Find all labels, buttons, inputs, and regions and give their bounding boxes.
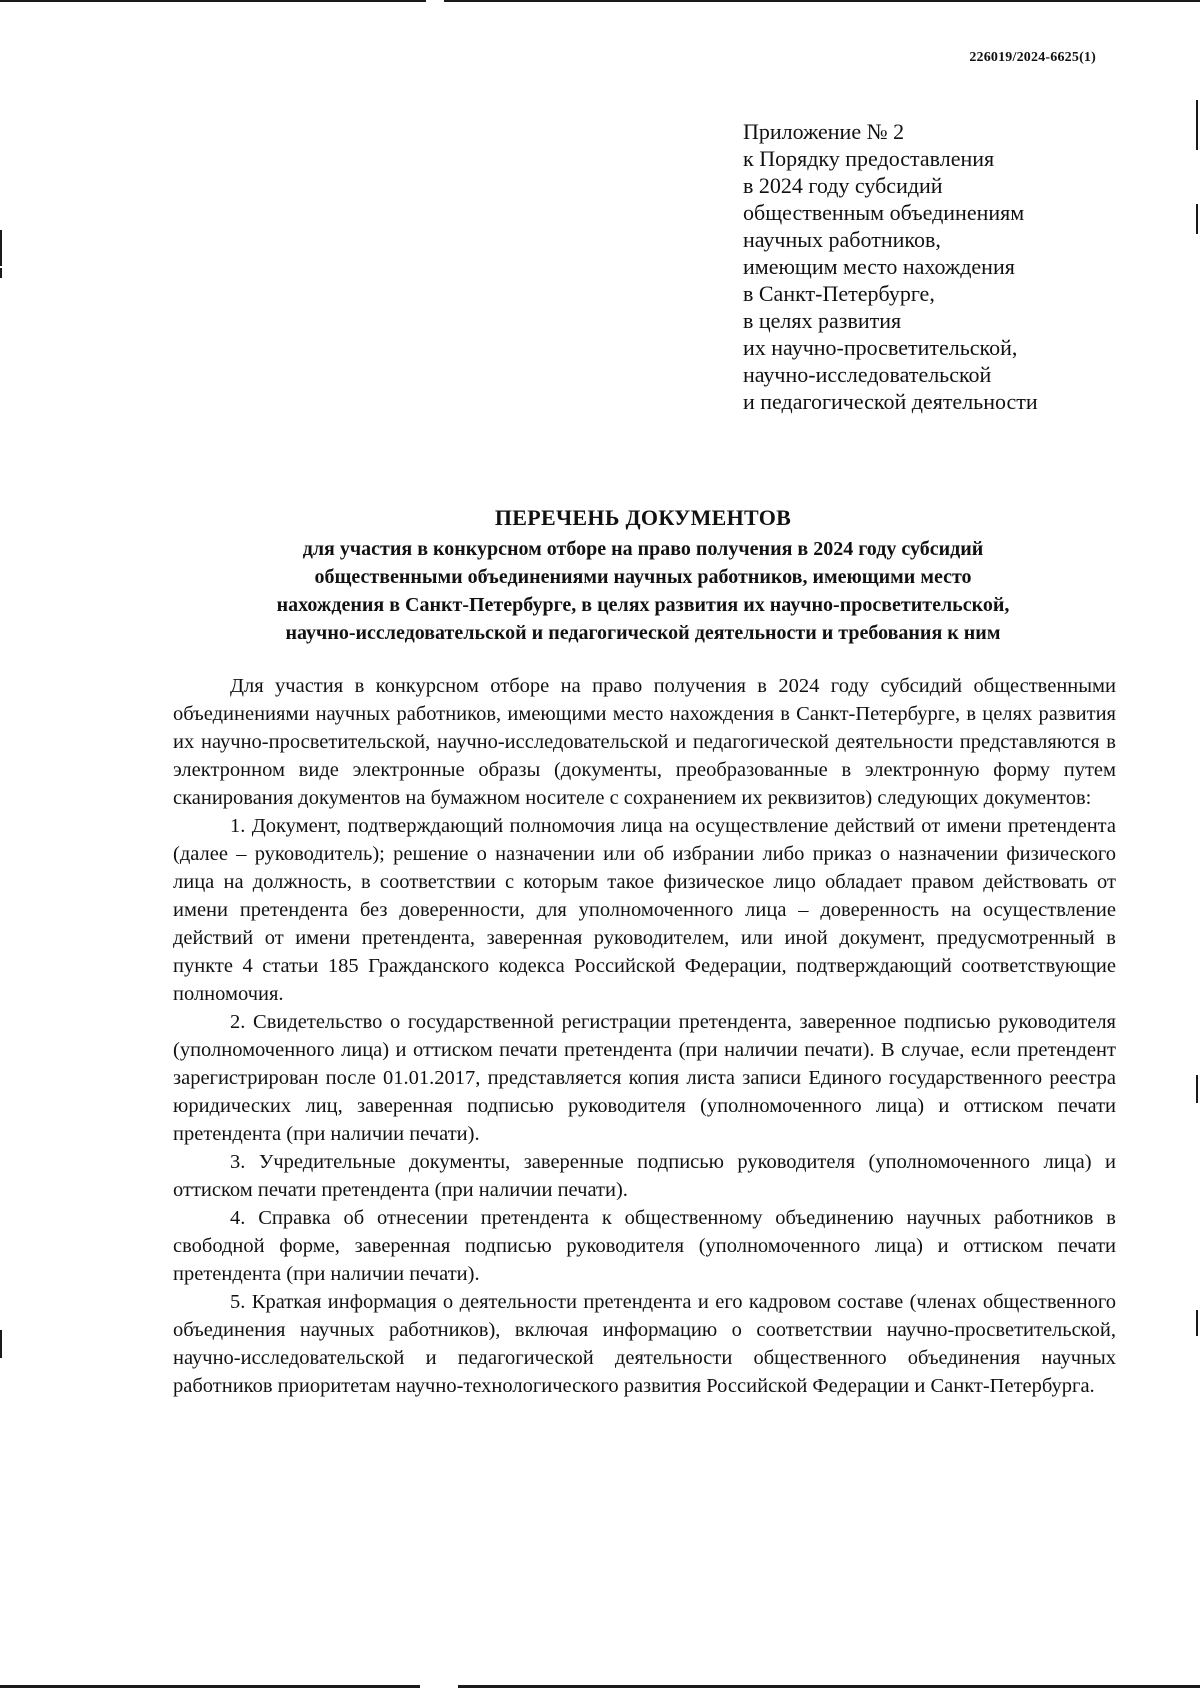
appendix-line: и педагогической деятельности bbox=[743, 389, 1038, 414]
appendix-line: научных работников, bbox=[743, 227, 941, 252]
list-item-4: 4. Справка об отнесении претендента к общественному объединению научных работников в свободной форме, заверенная подписью руководителя (уполномоченного лица) и оттиском печати претендента (при наличии печати). bbox=[173, 1207, 1116, 1285]
appendix-line: их научно-просветительской, bbox=[743, 335, 1018, 360]
appendix-line: имеющим место нахождения bbox=[743, 254, 1015, 279]
scan-mark-right-1 bbox=[1196, 100, 1198, 150]
appendix-line: Приложение № 2 bbox=[743, 119, 905, 144]
scan-mark-left-1 bbox=[0, 230, 2, 266]
subtitle-line: общественными объединениями научных работников, имеющими место bbox=[314, 566, 972, 588]
intro-paragraph: Для участия в конкурсном отборе на право получения в 2024 году субсидий общественными объединениями научных работников, имеющими место нахождения в Санкт-Петербурге, в целях развития их научно-просветительской, научно-исследовательской и педагогической деятельности представляются в электронном виде электронные образы (документы, преобразованные в электронную форму путем сканирования документов на бумажном носителе с сохранением их реквизитов) следующих документов: bbox=[173, 675, 1116, 809]
scan-mark-left-3 bbox=[0, 1330, 2, 1358]
list-item-5: 5. Краткая информация о деятельности претендента и его кадровом составе (членах общественного объединения научных работников), включая информацию о соответствии научно-просветительской, научно-исследовательской и педагогической деятельности общественного объединения научных работников приоритетам научно-технологического развития Российской Федерации и Санкт-Петербурга. bbox=[173, 1291, 1116, 1397]
scan-mark-right-4 bbox=[1196, 1310, 1198, 1336]
scan-mark-left-2 bbox=[0, 268, 2, 278]
document-body bbox=[173, 672, 1116, 1400]
appendix-line: научно-исследовательской bbox=[743, 362, 992, 387]
subtitle-line: нахождения в Санкт-Петербурге, в целях развития их научно-просветительской, bbox=[276, 594, 1010, 616]
appendix-line: в целях развития bbox=[743, 308, 902, 333]
title-block bbox=[160, 503, 1126, 647]
list-item-1: 1. Документ, подтверждающий полномочия лица на осуществление действий от имени претендента (далее – руководитель); решение о назначении или об избрании либо приказ о назначении физического лица на должность, в соответствии с которым такое физическое лицо обладает правом действовать от имени претендента без доверенности, для уполномоченного лица – доверенность на осуществление действий от имени претендента, заверенная руководителем, или иной документ, предусмотренный в пункте 4 статьи 185 Гражданского кодекса Российской Федерации, подтверждающий соответствующие полномочия. bbox=[173, 815, 1116, 1005]
scan-mark-right-2 bbox=[1196, 204, 1198, 234]
document-number: 226019/2024-6625(1) bbox=[969, 50, 1096, 65]
list-item-3: 3. Учредительные документы, заверенные подписью руководителя (уполномоченного лица) и оттиском печати претендента (при наличии печати). bbox=[173, 1151, 1116, 1201]
scan-edge-bottom-right bbox=[458, 1685, 1200, 1688]
document-title: ПЕРЕЧЕНЬ ДОКУМЕНТОВ bbox=[494, 505, 792, 530]
scan-mark-right-3 bbox=[1196, 1075, 1198, 1103]
appendix-line: в 2024 году субсидий bbox=[743, 173, 943, 198]
document-subtitle bbox=[160, 535, 1126, 647]
list-item-2: 2. Свидетельство о государственной регистрации претендента, заверенное подписью руководителя (уполномоченного лица) и оттиском печати претендента (при наличии печати). В случае, если претендент зарегистрирован после 01.01.2017, представляется копия листа записи Единого государственного реестра юридических лиц, заверенная подписью руководителя (уполномоченного лица) и оттиском печати претендента (при наличии печати). bbox=[173, 1011, 1116, 1145]
scan-edge-top-left bbox=[0, 0, 426, 2]
subtitle-line: для участия в конкурсном отборе на право получения в 2024 году субсидий bbox=[302, 538, 984, 560]
appendix-line: в Санкт-Петербурге, bbox=[743, 281, 935, 306]
appendix-line: к Порядку предоставления bbox=[743, 146, 995, 171]
appendix-line: общественным объединениям bbox=[743, 200, 1025, 225]
scan-edge-top-right bbox=[444, 0, 1200, 2]
subtitle-line: научно-исследовательской и педагогической деятельности и требования к ним bbox=[285, 622, 1001, 644]
appendix-note bbox=[743, 118, 1123, 415]
scan-edge-bottom-left bbox=[0, 1685, 420, 1688]
